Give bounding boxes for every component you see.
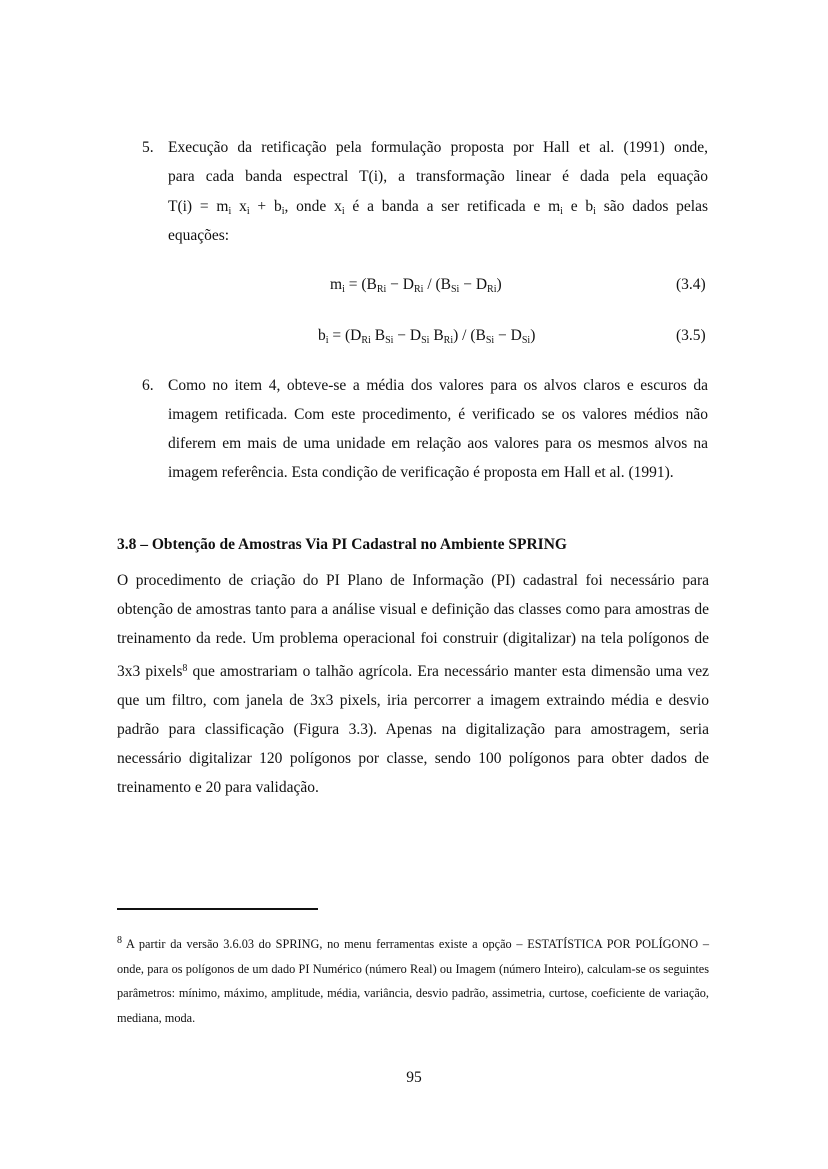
section-body: O procedimento de criação do PI Plano de Informação (PI) cadastral foi necessário para obtenção de amostras tanto para a análise visual e definição das classes como para amostras de treinamento da rede. Um problema operacional foi construir (digitalizar) na tela polígonos de 3x3 pixels$^8$ que amostrariam o talhão agrícola. Era necessário manter esta dimensão uma vez que um filtro, com janela de 3x3 pixels, iria percorrer a imagem extraindo média e desvio padrão para classificação (Figura 3.3). Apenas na digitalização para amostragem, seria necessário digitalizar 120 polígonos por classe, sendo 100 polígonos para obter dados de treinamento e 20 para validação.	[117, 572, 709, 797]
footnote-separator	[117, 908, 318, 910]
footnote-reference: 8	[182, 662, 188, 674]
inline-equation: $T(i) = m_i$ $x_i + b_i$	[168, 198, 285, 217]
item-5-line-4: equações:	[168, 227, 230, 244]
footnote-mark: 8	[117, 935, 122, 946]
equation-3-4-number: (3.4)	[676, 276, 706, 293]
equation-3-4: $m_i = (B_{Ri} - D_{Ri} / (B_{Si} - D_{Ri})$	[330, 276, 502, 295]
item-5-number: 5.	[142, 139, 154, 156]
equation-3-5: $b_i = (D_{Ri}$ $B_{Si} - D_{Si}$ $B_{Ri}) / (B_{Si} - D_{Si})$	[318, 327, 536, 346]
section-heading: 3.8 – Obtenção de Amostras Via PI Cadastral no Ambiente SPRING	[117, 536, 567, 553]
item-5-line-2: para cada banda espectral T(i), a transformação linear é dada pela equação	[168, 168, 708, 185]
equation-3-5-number: (3.5)	[676, 327, 706, 344]
item-5-line-3: $T(i) = m_i$ $x_i + b_i$, onde $x_i$ é a banda a ser retificada e $m_i$ e $b_i$ são dados pelas	[168, 198, 709, 217]
item-6-number: 6.	[142, 377, 154, 394]
item-6-text: Como no item 4, obteve-se a média dos valores para os alvos claros e escuros da imagem retificada. Com este procedimento, é verificado se os valores médios não diferem em mais de uma unidade em relação aos valores para os mesmos alvos na imagem referência. Esta condição de verificação é proposta em Hall et al. (1991).	[168, 377, 708, 481]
footnote: $^8$ A partir da versão 3.6.03 do SPRING, no menu ferramentas existe a opção – ESTATÍSTICA POR POLÍGONO – onde, para os polígonos de um dado PI Numérico (número Real) ou Imagem (número Inteiro), calculam-se os seguintes parâmetros: mínimo, máximo, amplitude, média, variância, desvio padrão, assimetria, curtose, coeficiente de variação, mediana, moda.	[117, 935, 709, 1025]
item-5-line-1: Execução da retificação pela formulação proposta por Hall et al. (1991) onde,	[168, 139, 708, 156]
page-number: 95	[406, 1069, 422, 1086]
